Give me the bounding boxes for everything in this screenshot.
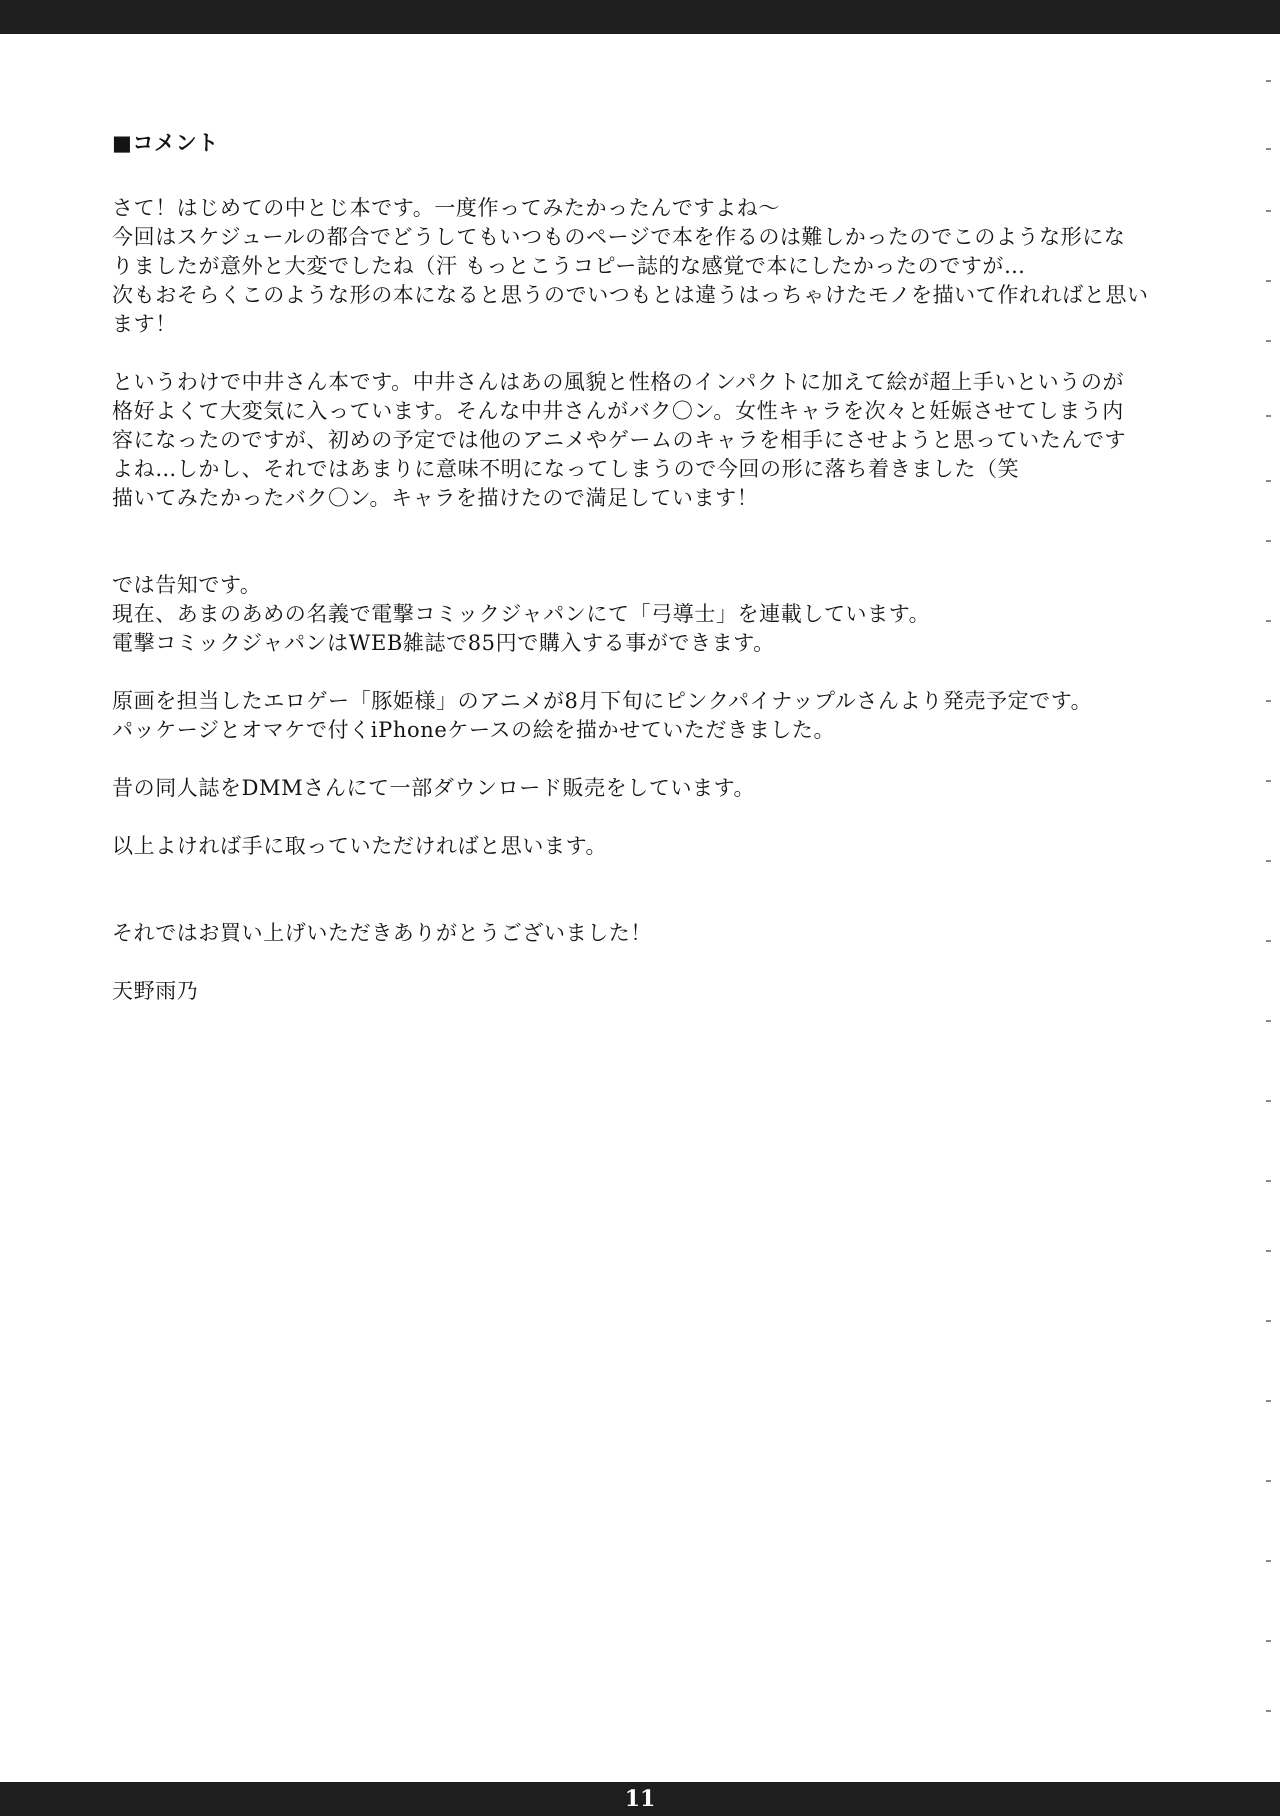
- comment-heading: ■コメント: [112, 130, 219, 155]
- edge-mark: [1266, 1560, 1271, 1562]
- edge-mark: [1266, 480, 1271, 482]
- edge-mark: [1266, 1640, 1271, 1642]
- edge-mark: [1266, 148, 1271, 150]
- edge-mark: [1266, 80, 1271, 82]
- text-line: 次もおそらくこのような形の本になると思うのでいつもとは違うはっちゃけたモノを描いて作れればと思い: [112, 283, 1149, 307]
- text-line: 格好よくて大変気に入っています。そんな中井さんがバク〇ン。女性キャラを次々と妊娠させてしまう内: [112, 399, 1124, 423]
- text-line: 以上よければ手に取っていただければと思います。: [112, 834, 608, 858]
- edge-mark: [1266, 1100, 1271, 1102]
- text-line: 原画を担当したエロゲー「豚姫様」のアニメが8月下旬にピンクパイナップルさんより発売予定です。: [112, 689, 1093, 713]
- text-line: 昔の同人誌をDMMさんにて一部ダウンロード販売をしています。: [112, 776, 756, 800]
- paragraph-announcement: [112, 571, 1232, 658]
- text-line: では告知です。: [112, 573, 262, 597]
- afterword-body: [112, 128, 1232, 1006]
- paragraph-anime-release: [112, 687, 1232, 745]
- text-line: 容になったのですが、初めの予定では他のアニメやゲームのキャラを相手にさせようと思っていたんです: [112, 428, 1127, 452]
- author-signature: [112, 977, 1232, 1006]
- top-border-bar: [0, 0, 1280, 34]
- paragraph-spacer: [112, 745, 1232, 774]
- text-line: それではお買い上げいただきありがとうございました！: [112, 921, 652, 945]
- edge-mark: [1266, 1020, 1271, 1022]
- edge-mark: [1266, 280, 1271, 282]
- edge-mark: [1266, 1320, 1271, 1322]
- edge-mark: [1266, 340, 1271, 342]
- edge-mark: [1266, 700, 1271, 702]
- paragraph-spacer: [112, 803, 1232, 832]
- edge-mark: [1266, 780, 1271, 782]
- paragraph-spacer: [112, 948, 1232, 977]
- edge-mark: [1266, 620, 1271, 622]
- text-line: 今回はスケジュールの都合でどうしてもいつものページで本を作るのは難しかったのでこのような形にな: [112, 225, 1126, 249]
- author-name: 天野雨乃: [112, 979, 199, 1003]
- paragraph-spacer: [112, 513, 1232, 571]
- edge-mark: [1266, 415, 1271, 417]
- text-line: りましたが意外と大変でしたね（汗 もっとこうコピー誌的な感覚で本にしたかったのですが…: [112, 254, 1026, 278]
- edge-mark: [1266, 1250, 1271, 1252]
- text-line: というわけで中井さん本です。中井さんはあの風貌と性格のインパクトに加えて絵が超上手いというのが: [112, 370, 1125, 394]
- edge-mark: [1266, 940, 1271, 942]
- edge-mark: [1266, 540, 1271, 542]
- paragraph-book-topic: [112, 368, 1232, 513]
- paragraph-thanks: [112, 919, 1232, 948]
- edge-mark: [1266, 210, 1271, 212]
- edge-mark: [1266, 860, 1271, 862]
- text-line: 電撃コミックジャパンはWEB雑誌で85円で購入する事ができます。: [112, 631, 775, 655]
- text-line: 現在、あまのあめの名義で電撃コミックジャパンにて「弓導士」を連載しています。: [112, 602, 931, 626]
- edge-mark: [1266, 1710, 1271, 1712]
- text-line: パッケージとオマケで付くiPhoneケースの絵を描かせていただきました。: [112, 718, 836, 742]
- page-edge-marks: [1266, 60, 1280, 1760]
- paragraph-closing-request: [112, 832, 1232, 861]
- text-line: よね…しかし、それではあまりに意味不明になってしまうので今回の形に落ち着きました（笑: [112, 457, 1020, 481]
- edge-mark: [1266, 1180, 1271, 1182]
- edge-mark: [1266, 1400, 1271, 1402]
- paragraph-intro: [112, 194, 1232, 339]
- text-line: ます！: [112, 312, 177, 336]
- edge-mark: [1266, 1480, 1271, 1482]
- text-line: 描いてみたかったバク〇ン。キャラを描けたので満足しています！: [112, 486, 759, 510]
- paragraph-download-sales: [112, 774, 1232, 803]
- paragraph-spacer: [112, 339, 1232, 368]
- paragraph-spacer: [112, 861, 1232, 919]
- text-line: さて！はじめての中とじ本です。一度作ってみたかったんですよね〜: [112, 196, 780, 220]
- page-number: 11: [624, 1786, 656, 1812]
- paragraph-spacer: [112, 658, 1232, 687]
